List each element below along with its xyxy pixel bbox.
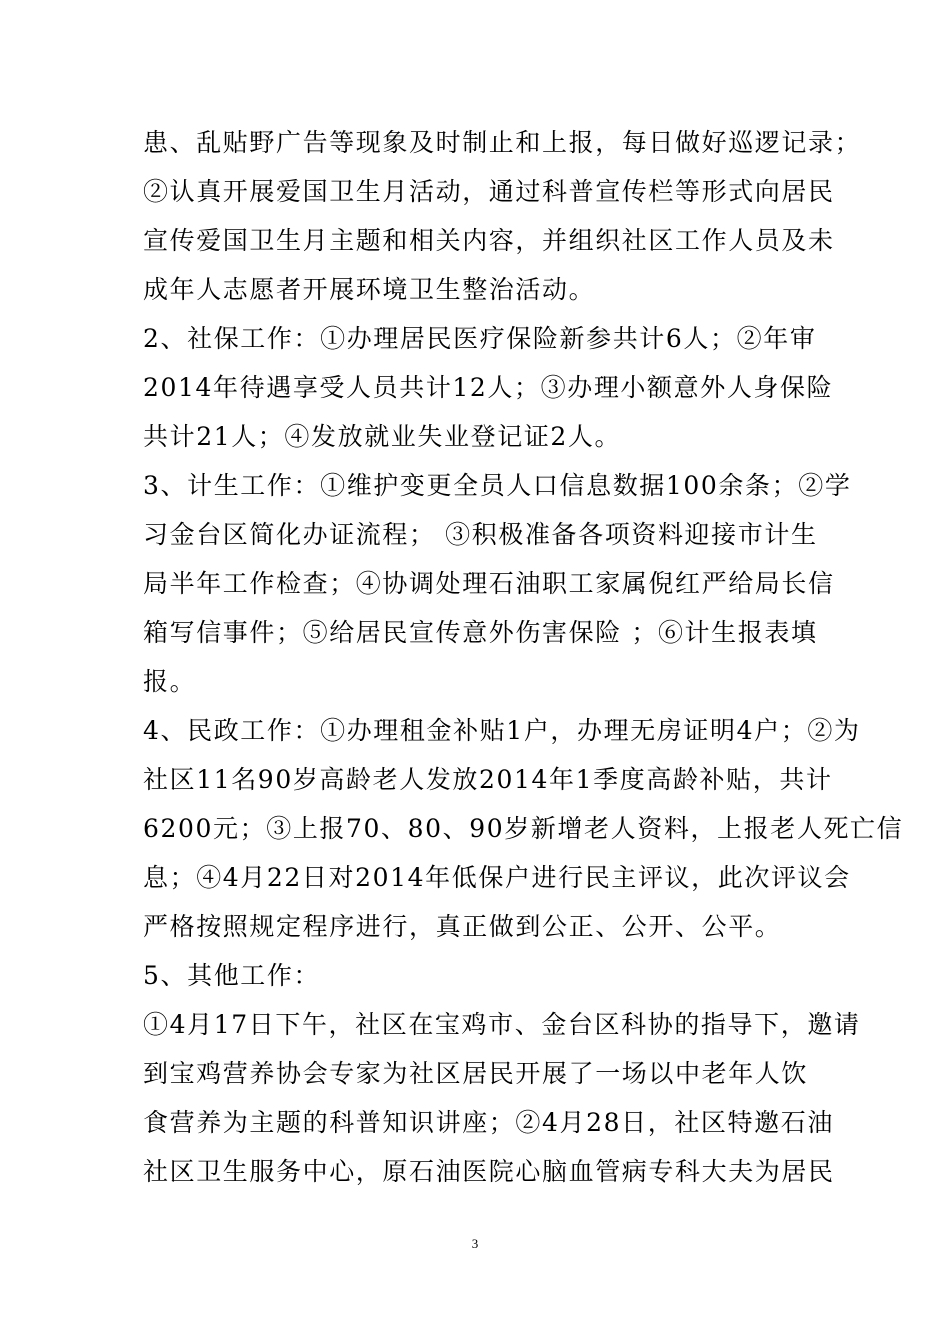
section-3-heading-line: 3、计生工作：①维护变更全员人口信息数据100余条；②学 <box>143 471 852 500</box>
text-line: ①4月17日下午，社区在宝鸡市、金台区科协的指导下，邀请 <box>143 1010 861 1039</box>
section-2-heading-line: 2、社保工作：①办理居民医疗保险新参共计6人；②年审 <box>143 324 817 353</box>
section-4-heading-line: 4、民政工作：①办理租金补贴1户，办理无房证明4户；②为 <box>143 716 861 745</box>
text-line: 社区卫生服务中心，原石油医院心脑血管病专科大夫为居民 <box>143 1157 835 1186</box>
text-line: 共计21人；④发放就业失业登记证2人。 <box>143 422 622 451</box>
text-line: 习金台区简化办证流程； ③积极准备各项资料迎接市计生 <box>143 520 818 549</box>
text-line: 成年人志愿者开展环境卫生整治活动。 <box>143 275 596 304</box>
text-line: 息；④4月22日对2014年低保户进行民主评议，此次评议会 <box>143 863 851 892</box>
text-line: 2014年待遇享受人员共计12人；③办理小额意外人身保险 <box>143 373 834 402</box>
text-line: 食营养为主题的科普知识讲座；②4月28日，社区特邀石油 <box>143 1108 834 1137</box>
text-line: ②认真开展爱国卫生月活动，通过科普宣传栏等形式向居民 <box>143 177 835 206</box>
page-number: 3 <box>471 1236 479 1251</box>
text-line: 宣传爱国卫生月主题和相关内容，并组织社区工作人员及未 <box>143 226 835 255</box>
text-line: 社区11名90岁高龄老人发放2014年1季度高龄补贴，共计 <box>143 765 833 794</box>
text-line: 严格按照规定程序进行，真正做到公正、公开、公平。 <box>143 912 782 941</box>
text-line: 到宝鸡营养协会专家为社区居民开展了一场以中老年人饮 <box>143 1059 809 1088</box>
section-5-heading-line: 5、其他工作： <box>143 961 321 990</box>
text-line: 局半年工作检查；④协调处理石油职工家属倪红严给局长信 <box>143 569 835 598</box>
text-line: 6200元；③上报70、80、90岁新增老人资料，上报老人死亡信 <box>143 814 904 843</box>
text-line: 箱写信事件；⑤给居民宣传意外伤害保险 ；⑥计生报表填 <box>143 618 818 647</box>
text-line: 报。 <box>143 667 197 696</box>
text-line: 患、乱贴野广告等现象及时制止和上报，每日做好巡逻记录； <box>143 128 862 157</box>
